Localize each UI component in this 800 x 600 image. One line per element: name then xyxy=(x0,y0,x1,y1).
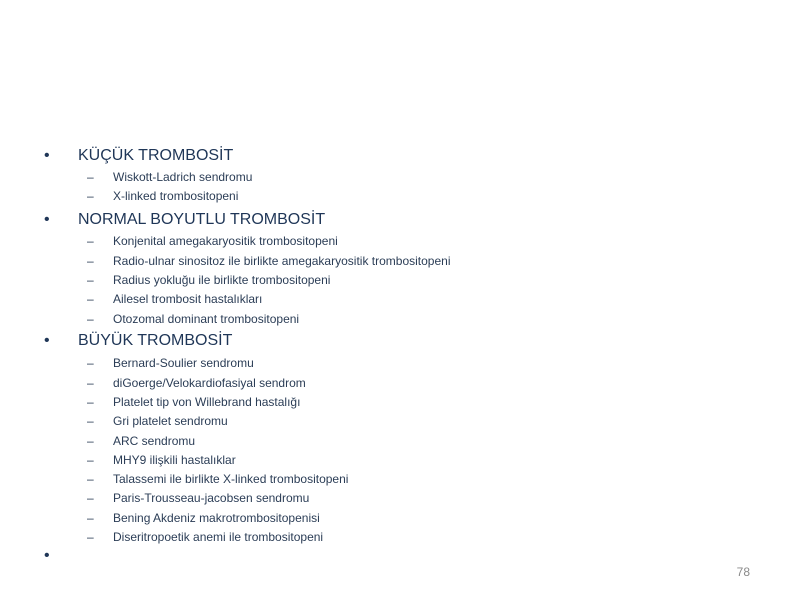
dash-marker: – xyxy=(87,170,94,184)
sub-item xyxy=(0,252,700,270)
sub-item xyxy=(0,432,700,450)
dash-marker: – xyxy=(87,491,94,505)
sub-item-label: Ailesel trombosit hastalıkları xyxy=(113,292,263,306)
dash-marker: – xyxy=(87,273,94,287)
sub-item-label: X-linked trombositopeni xyxy=(113,189,239,203)
dash-marker: – xyxy=(87,511,94,525)
sub-item-label: MHY9 ilişkili hastalıklar xyxy=(113,453,236,467)
sub-item-label: Konjenital amegakaryositik trombositopeni xyxy=(113,234,338,248)
sub-item xyxy=(0,374,700,392)
sub-item xyxy=(0,232,700,250)
sub-item xyxy=(0,168,700,186)
sub-item xyxy=(0,451,700,469)
sub-item-label: Bening Akdeniz makrotrombositopenisi xyxy=(113,511,320,525)
dash-marker: – xyxy=(87,292,94,306)
dash-marker: – xyxy=(87,312,94,326)
sub-item-label: Platelet tip von Willebrand hastalığı xyxy=(113,395,301,409)
dash-marker: – xyxy=(87,376,94,390)
sub-item xyxy=(0,528,700,546)
sub-item-label: Diseritropoetik anemi ile trombositopeni xyxy=(113,530,324,544)
sub-item-label: Paris-Trousseau-jacobsen sendromu xyxy=(113,491,310,505)
sub-item xyxy=(0,509,700,527)
sub-item-label: Radio-ulnar sinositoz ile birlikte amegakaryositik trombositopeni xyxy=(113,254,451,268)
bullet-marker: • xyxy=(44,332,50,349)
sub-item-label: diGoerge/Velokardiofasiyal sendrom xyxy=(113,376,306,390)
dash-marker: – xyxy=(87,453,94,467)
sub-item-label: Radius yokluğu ile birlikte trombositopeni xyxy=(113,273,331,287)
sub-item-label: Gri platelet sendromu xyxy=(113,414,228,428)
bullet-label: NORMAL BOYUTLU TROMBOSİT xyxy=(78,211,326,228)
sub-item xyxy=(0,271,700,289)
dash-marker: – xyxy=(87,189,94,203)
dash-marker: – xyxy=(87,356,94,370)
dash-marker: – xyxy=(87,434,94,448)
sub-item xyxy=(0,412,700,430)
sub-item xyxy=(0,187,700,205)
sub-item xyxy=(0,393,700,411)
bullet-marker: • xyxy=(44,147,50,164)
sub-item-label: Otozomal dominant trombositopeni xyxy=(113,312,300,326)
dash-marker: – xyxy=(87,472,94,486)
sub-item xyxy=(0,354,700,372)
bullet-marker: • xyxy=(44,211,50,228)
dash-marker: – xyxy=(87,234,94,248)
sub-item xyxy=(0,310,700,328)
sub-item xyxy=(0,489,700,507)
sub-item-label: ARC sendromu xyxy=(113,434,196,448)
bullet-item-empty xyxy=(0,545,700,567)
bullet-item-small-platelet xyxy=(0,145,700,167)
bullet-label: KÜÇÜK TROMBOSİT xyxy=(78,147,234,164)
sub-item-label: Bernard-Soulier sendromu xyxy=(113,356,254,370)
dash-marker: – xyxy=(87,395,94,409)
sub-item xyxy=(0,470,700,488)
dash-marker: – xyxy=(87,414,94,428)
dash-marker: – xyxy=(87,254,94,268)
sub-item xyxy=(0,290,700,308)
bullet-item-large-platelet xyxy=(0,330,700,352)
bullet-item-normal-platelet xyxy=(0,209,700,231)
sub-item-label: Wiskott-Ladrich sendromu xyxy=(113,170,253,184)
dash-marker: – xyxy=(87,530,94,544)
bullet-label: BÜYÜK TROMBOSİT xyxy=(78,332,233,349)
bullet-marker: • xyxy=(44,547,50,564)
page-number: 78 xyxy=(736,565,750,579)
sub-item-label: Talassemi ile birlikte X-linked trombositopeni xyxy=(113,472,349,486)
